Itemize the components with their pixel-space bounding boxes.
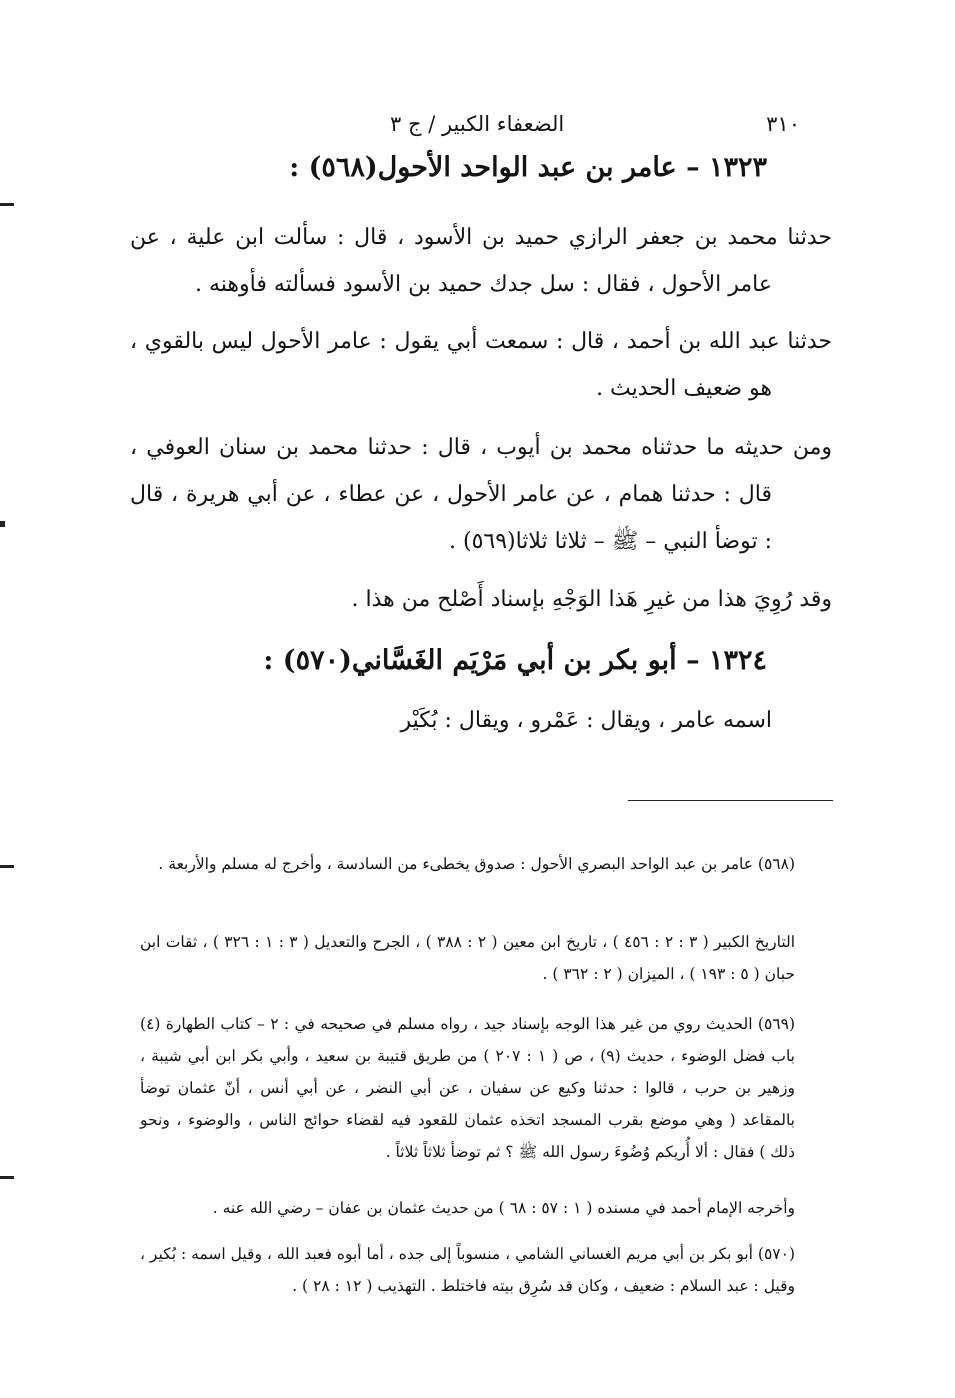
paragraph: ومن حديثه ما حدثناه محمد بن أيوب ، قال : حدثنا محمد بن سنان العوفي ، قال : حدثنا همام ، عن عامر الأحول ، عن عطاء ، عن أبي هريرة ، قال : توضأ النبي – ﷺ – ثلاثا ثلاثا(٥٦٩) . bbox=[130, 435, 832, 554]
paragraph: حدثنا محمد بن جعفر الرازي حميد بن الأسود ، قال : سألت ابن علية ، عن عامر الأحول ، فقال : سل جدك حميد بن الأسود فسألته فأوهنه . bbox=[130, 225, 832, 297]
footnote: (٥٧٠) أبو بكر بن أبي مريم الغساني الشامي ، منسوباً إلى جده ، أما أبوه فعبد الله ، وقيل اسمه : بُكير ، وقيل : عبد السلام : ضعيف ، وكان قد سُرِق بيته فاختلط . التهذيب ( ١٢ : ٢٨ ) . bbox=[140, 1245, 795, 1295]
scan-edge-mark bbox=[0, 865, 14, 868]
paragraph: وقد رُوِيَ هذا من غيرِ هَذا الوَجْهِ بإسناد أَصْلح من هذا . bbox=[351, 587, 832, 612]
entry-heading-1324: ١٣٢٤ – أبو بكر بن أبي مَرْيَم الغَسَّاني(٥٧٠) : bbox=[263, 645, 767, 676]
page-number: ٣١٠ bbox=[766, 112, 800, 136]
scan-edge-mark bbox=[0, 521, 5, 527]
footnote: وأخرجه الإمام أحمد في مسنده ( ١ : ٥٧ : ٦٨ ) من حديث عثمان بن عفان – رضي الله عنه . bbox=[212, 1199, 795, 1217]
running-title: الضعفاء الكبير / ج ٣ bbox=[390, 112, 565, 136]
footnote: (٥٦٩) الحديث روي من غير هذا الوجه بإسناد جيد ، رواه مسلم في صحيحه في : ٢ – كتاب الطهارة (٤) باب فضل الوضوء ، حديث (٩) ، ص ( ١ : ٢٠٧ ) من طريق قتيبة بن سعيد ، وأبي بكر ابن أبي شيبة ، وزهير بن حرب ، قالوا : حدثنا وكيع عن سفيان ، عن أبي النضر ، عن أبي أنس ، أنّ عثمان توضأ بالمقاعد ( وهي موضع بقرب المسجد اتخذه عثمان للقعود فيه لقضاء حوائج الناس ، والوضوء ، ونحو ذلك ) فقال : ألا أُريكم وُضُوءَ رسول الله ﷺ ؟ ثم توضأ ثلاثاً ثلاثاً . bbox=[140, 1015, 796, 1161]
footnote: (٥٦٨) عامر بن عبد الواحد البصري الأحول : صدوق يخطىء من السادسة ، وأخرج له مسلم والأربعة . bbox=[158, 855, 795, 873]
entry-heading-1323: ١٣٢٣ – عامر بن عبد الواحد الأحول(٥٦٨) : bbox=[289, 152, 767, 183]
scan-edge-mark bbox=[0, 203, 14, 206]
page-header bbox=[160, 112, 800, 144]
footnote-separator bbox=[628, 800, 833, 801]
paragraph: اسمه عامر ، ويقال : عَمْرو ، ويقال : بُكَيْر bbox=[400, 708, 772, 733]
paragraph: حدثنا عبد الله بن أحمد ، قال : سمعت أبي يقول : عامر الأحول ليس بالقوي ، هو ضعيف الحديث . bbox=[130, 329, 832, 401]
scan-edge-mark bbox=[0, 1176, 14, 1179]
footnote: التاريخ الكبير ( ٣ : ٢ : ٤٥٦ ) ، تاريخ ابن معين ( ٢ : ٣٨٨ ) ، الجرح والتعديل ( ٣ : ١ : ٣٢٦ ) ، ثقات ابن حبان ( ٥ : ١٩٣ ) ، الميزان ( ٢ : ٣٦٢ ) . bbox=[140, 933, 796, 983]
